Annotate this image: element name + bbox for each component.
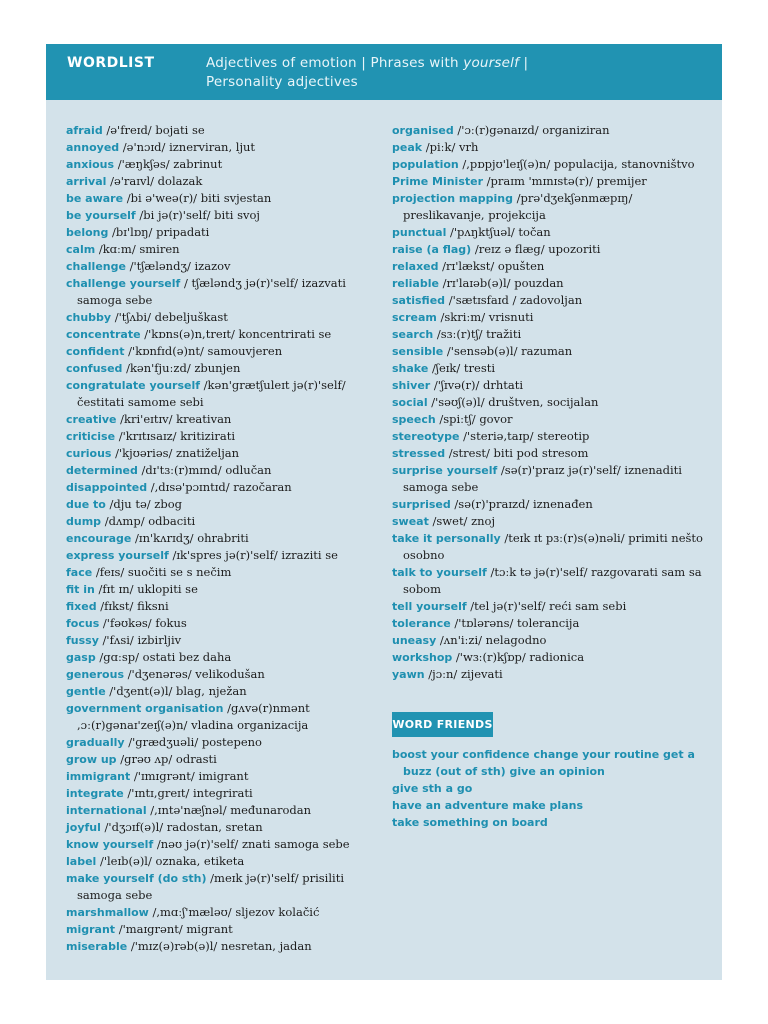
entry-headword: organised bbox=[392, 124, 454, 137]
entry-headword: focus bbox=[66, 617, 100, 630]
entry-headword: sweat bbox=[392, 515, 429, 528]
wordlist-entry bbox=[66, 258, 384, 275]
wordlist-entry bbox=[392, 190, 714, 224]
entry-definition: /prə'dʒekʃənmæpɪŋ/ preslikavanje, projekcija bbox=[403, 191, 633, 222]
word-friends-item: boost your confidence change your routine get a buzz (out of sth) give an opinion bbox=[392, 748, 695, 778]
entry-definition: /'ɔː(r)gənaɪzd/ organiziran bbox=[453, 123, 610, 137]
entry-definition: /ə'nɔɪd/ iznerviran, ljut bbox=[119, 140, 256, 154]
entry-headword: raise (a flag) bbox=[392, 243, 472, 256]
entry-headword: challenge bbox=[66, 260, 126, 273]
entry-headword: creative bbox=[66, 413, 117, 426]
entry-definition: /sɜː(r)tʃ/ tražiti bbox=[433, 327, 522, 341]
wordlist-entry bbox=[66, 836, 384, 853]
wordlist-entry bbox=[66, 156, 384, 173]
wordlist-entry bbox=[66, 683, 384, 700]
entry-headword: government organisation bbox=[66, 702, 224, 715]
entry-definition: /dʌmp/ odbaciti bbox=[101, 514, 196, 528]
entry-headword: workshop bbox=[392, 651, 453, 664]
entry-headword: criticise bbox=[66, 430, 116, 443]
entry-headword: gradually bbox=[66, 736, 125, 749]
wordlist-entry bbox=[66, 309, 384, 326]
wordlist-entry bbox=[392, 632, 714, 649]
entry-headword: joyful bbox=[66, 821, 101, 834]
entry-definition: /dju tə/ zbog bbox=[105, 497, 182, 511]
entry-definition: /tɔːk tə jə(r)'self/ razgovarati sam sa sobom bbox=[403, 565, 702, 596]
entry-definition: /nəʊ jə(r)'self/ znati samoga sebe bbox=[153, 837, 350, 851]
entry-headword: surprise yourself bbox=[392, 464, 498, 477]
wordlist-entry bbox=[392, 360, 714, 377]
entry-headword: due to bbox=[66, 498, 106, 511]
wordlist-right-column bbox=[392, 122, 714, 683]
entry-definition: /reɪz ə flæg/ upozoriti bbox=[471, 242, 601, 256]
entry-definition: /feɪs/ suočiti se s nečim bbox=[92, 565, 232, 579]
wordlist-entry bbox=[392, 649, 714, 666]
entry-headword: Prime Minister bbox=[392, 175, 484, 188]
entry-definition: /kən'grætʃuleɪt jə(r)'self/ čestitati samome sebi bbox=[77, 378, 346, 409]
wordlist-entry bbox=[392, 445, 714, 462]
wordlist-entry bbox=[66, 190, 384, 207]
entry-definition: /'sensəb(ə)l/ razuman bbox=[443, 344, 573, 358]
entry-headword: congratulate yourself bbox=[66, 379, 201, 392]
wordlist-entry bbox=[66, 479, 384, 496]
word-friends-list bbox=[392, 746, 714, 831]
word-friends-item: give sth a go bbox=[392, 782, 473, 795]
wordlist-entry bbox=[392, 309, 714, 326]
entry-definition: /teɪk ɪt pɜː(r)s(ə)nəli/ primiti nešto osobno bbox=[403, 531, 703, 562]
entry-definition: /fɪt ɪn/ uklopiti se bbox=[94, 582, 198, 596]
entry-headword: gasp bbox=[66, 651, 96, 664]
entry-headword: belong bbox=[66, 226, 109, 239]
entry-definition: /kri'eɪtɪv/ kreativan bbox=[116, 412, 232, 426]
topics-heading bbox=[206, 54, 706, 92]
entry-definition: /meɪk jə(r)'self/ prisiliti samoga sebe bbox=[77, 871, 345, 902]
entry-headword: tell yourself bbox=[392, 600, 467, 613]
entry-headword: grow up bbox=[66, 753, 117, 766]
entry-headword: confused bbox=[66, 362, 123, 375]
entry-headword: surprised bbox=[392, 498, 451, 511]
entry-definition: /gʌvə(r)nmənt ,ɔː(r)gənaɪ'zeɪʃ(ə)n/ vladina organizacija bbox=[77, 701, 310, 732]
entry-headword: confident bbox=[66, 345, 125, 358]
wordlist-entry bbox=[66, 122, 384, 139]
wordlist-entry bbox=[66, 581, 384, 598]
entry-headword: gentle bbox=[66, 685, 106, 698]
wordlist-entry bbox=[66, 513, 384, 530]
entry-headword: generous bbox=[66, 668, 124, 681]
wordlist-entry bbox=[66, 360, 384, 377]
wordlist-entry bbox=[66, 802, 384, 819]
entry-headword: social bbox=[392, 396, 428, 409]
entry-definition: /gɑːsp/ ostati bez daha bbox=[95, 650, 232, 664]
entry-definition: /'æŋkʃəs/ zabrinut bbox=[114, 157, 223, 171]
wordlist-entry bbox=[66, 649, 384, 666]
entry-definition: /'ɪntɪ,greɪt/ integrirati bbox=[123, 786, 253, 800]
entry-definition: /'tɒlərəns/ tolerancija bbox=[450, 616, 580, 630]
wordlist-entry bbox=[392, 343, 714, 360]
entry-definition: /'ʃɪvə(r)/ drhtati bbox=[430, 378, 524, 392]
wordlist-entry bbox=[66, 700, 384, 734]
wordlist-entry bbox=[66, 768, 384, 785]
entry-headword: shake bbox=[392, 362, 429, 375]
entry-headword: peak bbox=[392, 141, 423, 154]
entry-headword: international bbox=[66, 804, 147, 817]
entry-headword: stereotype bbox=[392, 430, 460, 443]
entry-definition: /'sætɪsfaɪd / zadovoljan bbox=[445, 293, 583, 307]
entry-definition: /,pɒpjʊ'leɪʃ(ə)n/ populacija, stanovništvo bbox=[458, 157, 695, 171]
wordlist-entry bbox=[66, 241, 384, 258]
entry-headword: determined bbox=[66, 464, 138, 477]
entry-definition: /'səʊʃ(ə)l/ društven, socijalan bbox=[427, 395, 599, 409]
entry-headword: shiver bbox=[392, 379, 431, 392]
entry-headword: uneasy bbox=[392, 634, 437, 647]
entry-headword: marshmallow bbox=[66, 906, 149, 919]
wordlist-entry bbox=[66, 785, 384, 802]
entry-definition: /'leɪb(ə)l/ oznaka, etiketa bbox=[96, 854, 245, 868]
wordlist-entry bbox=[66, 224, 384, 241]
wordlist-entry bbox=[392, 598, 714, 615]
wordlist-entry bbox=[392, 122, 714, 139]
wordlist-entry bbox=[392, 377, 714, 394]
wordlist-entry bbox=[66, 666, 384, 683]
entry-headword: migrant bbox=[66, 923, 116, 936]
wordlist-entry bbox=[66, 938, 384, 955]
entry-definition: /jɔːn/ zijevati bbox=[424, 667, 503, 681]
entry-definition: /ʃeɪk/ tresti bbox=[428, 361, 496, 375]
wordlist-entry bbox=[392, 292, 714, 309]
wordlist-entry bbox=[392, 139, 714, 156]
entry-headword: yawn bbox=[392, 668, 425, 681]
wordlist-entry bbox=[66, 173, 384, 190]
wordlist-entry bbox=[392, 530, 714, 564]
word-friends-label: WORD FRIENDS bbox=[392, 712, 493, 737]
entry-headword: search bbox=[392, 328, 434, 341]
entry-definition: /bi jə(r)'self/ biti svoj bbox=[135, 208, 261, 222]
entry-definition: /swet/ znoj bbox=[428, 514, 496, 528]
entry-definition: /kən'fjuːzd/ zbunjen bbox=[122, 361, 241, 375]
entry-definition: /rɪ'lækst/ opušten bbox=[438, 259, 545, 273]
entry-headword: afraid bbox=[66, 124, 103, 137]
entry-definition: /grəʊ ʌp/ odrasti bbox=[116, 752, 217, 766]
entry-headword: arrival bbox=[66, 175, 107, 188]
wordlist-entry bbox=[66, 921, 384, 938]
entry-definition: /,dɪsə'pɔɪntɪd/ razočaran bbox=[147, 480, 292, 494]
entry-headword: sensible bbox=[392, 345, 444, 358]
entry-headword: face bbox=[66, 566, 93, 579]
entry-definition: /'wɜː(r)kʃɒp/ radionica bbox=[452, 650, 585, 664]
entry-definition: / tʃæləndʒ jə(r)'self/ izazvati samoga sebe bbox=[77, 276, 346, 307]
entry-headword: concentrate bbox=[66, 328, 141, 341]
entry-definition: /'grædʒuəli/ postepeno bbox=[124, 735, 262, 749]
entry-headword: chubby bbox=[66, 311, 112, 324]
entry-headword: miserable bbox=[66, 940, 128, 953]
entry-definition: /piːk/ vrh bbox=[422, 140, 479, 154]
entry-headword: reliable bbox=[392, 277, 439, 290]
wordlist-entry bbox=[392, 241, 714, 258]
wordlist-entry bbox=[392, 326, 714, 343]
wordlist-entry bbox=[66, 530, 384, 547]
wordlist-entry bbox=[392, 156, 714, 173]
entry-definition: /'tʃʌbi/ debeljuškast bbox=[111, 310, 228, 324]
entry-headword: anxious bbox=[66, 158, 115, 171]
entry-definition: /sə(r)'praɪz jə(r)'self/ iznenaditi samoga sebe bbox=[403, 463, 682, 494]
wordlist-entry bbox=[66, 632, 384, 649]
topics-line1-italic: yourself bbox=[463, 55, 520, 71]
entry-headword: population bbox=[392, 158, 459, 171]
entry-definition: /'steriə,taɪp/ stereotip bbox=[459, 429, 590, 443]
wordlist-title: WORDLIST bbox=[67, 55, 155, 71]
entry-headword: know yourself bbox=[66, 838, 154, 851]
entry-headword: make yourself (do sth) bbox=[66, 872, 207, 885]
entry-headword: integrate bbox=[66, 787, 124, 800]
entry-definition: /'mɪz(ə)rəb(ə)l/ nesretan, jadan bbox=[127, 939, 312, 953]
wordlist-entry bbox=[66, 411, 384, 428]
wordlist-entry bbox=[392, 564, 714, 598]
entry-headword: talk to yourself bbox=[392, 566, 487, 579]
entry-headword: speech bbox=[392, 413, 436, 426]
entry-headword: express yourself bbox=[66, 549, 169, 562]
wordlist-entry bbox=[66, 904, 384, 921]
word-friends-item: have an adventure make plans bbox=[392, 799, 584, 812]
entry-headword: dump bbox=[66, 515, 102, 528]
wordlist-entry bbox=[66, 870, 384, 904]
entry-headword: disappointed bbox=[66, 481, 148, 494]
wordlist-entry bbox=[392, 615, 714, 632]
entry-definition: /bɪ'lɒŋ/ pripadati bbox=[108, 225, 210, 239]
entry-definition: /ɪk'spres jə(r)'self/ izraziti se bbox=[168, 548, 338, 562]
entry-headword: scream bbox=[392, 311, 437, 324]
wordlist-entry bbox=[66, 428, 384, 445]
entry-headword: relaxed bbox=[392, 260, 439, 273]
entry-headword: projection mapping bbox=[392, 192, 513, 205]
entry-definition: /skriːm/ vrisnuti bbox=[436, 310, 534, 324]
wordlist-entry bbox=[66, 734, 384, 751]
entry-definition: /spiːtʃ/ govor bbox=[435, 412, 513, 426]
wordlist-entry bbox=[392, 394, 714, 411]
topics-line1-b: | bbox=[519, 55, 529, 71]
entry-definition: /ɪn'kʌrɪdʒ/ ohrabriti bbox=[131, 531, 249, 545]
entry-headword: immigrant bbox=[66, 770, 131, 783]
entry-headword: be aware bbox=[66, 192, 124, 205]
entry-headword: punctual bbox=[392, 226, 447, 239]
wordlist-entry bbox=[66, 853, 384, 870]
entry-definition: /rɪ'laɪəb(ə)l/ pouzdan bbox=[438, 276, 564, 290]
header-banner bbox=[46, 44, 722, 100]
entry-headword: satisfied bbox=[392, 294, 446, 307]
wordlist-entry bbox=[392, 173, 714, 190]
wordlist-entry bbox=[392, 462, 714, 496]
wordlist-entry bbox=[392, 666, 714, 683]
entry-headword: tolerance bbox=[392, 617, 451, 630]
word-friends-item: take something on board bbox=[392, 816, 548, 829]
entry-headword: fit in bbox=[66, 583, 95, 596]
wordlist-entry bbox=[66, 462, 384, 479]
entry-definition: /'fʌsi/ izbirljiv bbox=[98, 633, 182, 647]
entry-definition: /'kɒns(ə)n,treɪt/ koncentrirati se bbox=[140, 327, 332, 341]
wordlist-entry bbox=[66, 343, 384, 360]
wordlist-entry bbox=[392, 513, 714, 530]
entry-definition: /,mɑːʃ'mæləʊ/ sljezov kolačić bbox=[148, 905, 320, 919]
entry-definition: /tel jə(r)'self/ reći sam sebi bbox=[466, 599, 627, 613]
wordlist-entry bbox=[66, 445, 384, 462]
topics-line2: Personality adjectives bbox=[206, 74, 358, 90]
wordlist-entry bbox=[392, 258, 714, 275]
wordlist-entry bbox=[66, 547, 384, 564]
entry-definition: /bi ə'weə(r)/ biti svjestan bbox=[123, 191, 272, 205]
wordlist-entry bbox=[66, 326, 384, 343]
wordlist-left-column bbox=[66, 122, 384, 955]
topics-line1-a: Adjectives of emotion | Phrases with bbox=[206, 55, 464, 71]
entry-definition: /'krɪtɪsaɪz/ kritizirati bbox=[115, 429, 236, 443]
entry-definition: /fɪkst/ fiksni bbox=[96, 599, 169, 613]
entry-headword: be yourself bbox=[66, 209, 136, 222]
entry-definition: /'pʌŋktʃuəl/ točan bbox=[446, 225, 551, 239]
entry-definition: /'kjʊəriəs/ znatiželjan bbox=[111, 446, 240, 460]
wordlist-entry bbox=[392, 224, 714, 241]
wordlist-entry bbox=[66, 819, 384, 836]
entry-headword: curious bbox=[66, 447, 112, 460]
wordlist-entry bbox=[66, 598, 384, 615]
entry-definition: /'dʒɔɪf(ə)l/ radostan, sretan bbox=[100, 820, 263, 834]
entry-headword: calm bbox=[66, 243, 96, 256]
entry-headword: annoyed bbox=[66, 141, 120, 154]
entry-headword: encourage bbox=[66, 532, 132, 545]
wordlist-entry bbox=[66, 207, 384, 224]
wordlist-entry bbox=[392, 275, 714, 292]
entry-definition: /'tʃæləndʒ/ izazov bbox=[125, 259, 231, 273]
wordlist-entry bbox=[66, 564, 384, 581]
entry-definition: /kɑːm/ smiren bbox=[95, 242, 180, 256]
entry-definition: /praɪm 'mɪnɪstə(r)/ premijer bbox=[483, 174, 647, 188]
entry-definition: /'ɪmɪgrənt/ imigrant bbox=[130, 769, 249, 783]
wordlist-entry bbox=[392, 496, 714, 513]
entry-definition: /ə'freɪd/ bojati se bbox=[102, 123, 205, 137]
entry-definition: /ə'raɪvl/ dolazak bbox=[106, 174, 203, 188]
entry-definition: /'kɒnfɪd(ə)nt/ samouvjeren bbox=[124, 344, 283, 358]
entry-headword: take it personally bbox=[392, 532, 501, 545]
wordlist-entry bbox=[66, 751, 384, 768]
wordlist-entry bbox=[392, 411, 714, 428]
wordlist-entry bbox=[392, 428, 714, 445]
entry-definition: /dɪ'tɜː(r)mɪnd/ odlučan bbox=[137, 463, 272, 477]
entry-definition: /'dʒent(ə)l/ blag, nježan bbox=[105, 684, 247, 698]
wordlist-entry bbox=[66, 615, 384, 632]
wordlist-entry bbox=[66, 139, 384, 156]
wordlist-entry bbox=[66, 275, 384, 309]
wordlist-entry bbox=[66, 377, 384, 411]
entry-headword: fussy bbox=[66, 634, 99, 647]
entry-definition: /'fəʊkəs/ fokus bbox=[99, 616, 187, 630]
entry-definition: /'dʒenərəs/ velikodušan bbox=[124, 667, 265, 681]
entry-definition: /ʌn'iːzi/ nelagodno bbox=[436, 633, 547, 647]
wordlist-entry bbox=[66, 496, 384, 513]
entry-headword: fixed bbox=[66, 600, 97, 613]
entry-definition: /,ɪntə'næʃnəl/ međunarodan bbox=[146, 803, 312, 817]
entry-headword: challenge yourself bbox=[66, 277, 181, 290]
entry-definition: /sə(r)'praɪzd/ iznenađen bbox=[450, 497, 593, 511]
entry-headword: stressed bbox=[392, 447, 446, 460]
entry-headword: label bbox=[66, 855, 97, 868]
entry-definition: /strest/ biti pod stresom bbox=[445, 446, 589, 460]
entry-definition: /'maɪgrənt/ migrant bbox=[115, 922, 233, 936]
